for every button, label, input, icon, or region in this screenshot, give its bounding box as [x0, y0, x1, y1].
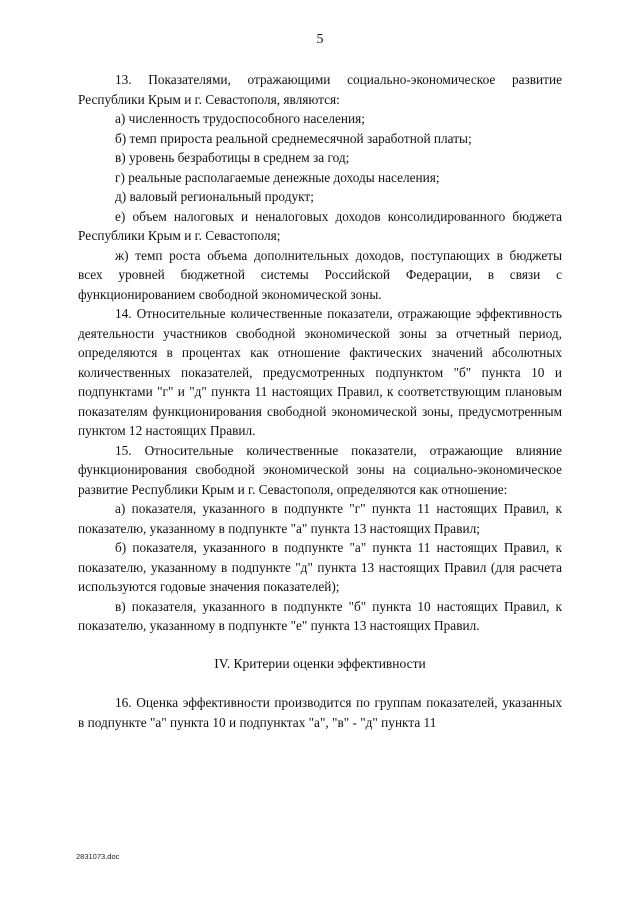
- section-heading: IV. Критерии оценки эффективности: [214, 655, 426, 671]
- item-13-d: д) валовый региональный продукт;: [115, 189, 314, 204]
- page-number: 5: [316, 32, 324, 47]
- item-15-b: б) показателя, указанного в подпункте "а" пункта 11 настоящих Правил, к показателю, указанному в подпункте "д" пункта 13 настоящих Правил (для расчета используются годовые значения показателей);: [78, 540, 562, 594]
- document-footer: 2831073.doc: [76, 852, 120, 861]
- item-13-a: а) численность трудоспособного населения;: [115, 111, 365, 126]
- paragraph-16: 16. Оценка эффективности производится по группам показателей, указанных в подпункте "а" пункта 10 и подпунктах "а", "в" - "д" пункта 11: [78, 695, 562, 730]
- item-13-b: б) темп прироста реальной среднемесячной заработной платы;: [115, 130, 472, 146]
- item-15-a: а) показателя, указанного в подпункте "г" пункта 11 настоящих Правил, к показателю, указанному в подпункте "а" пункта 13 настоящих Правил;: [78, 501, 562, 536]
- item-13-e: е) объем налоговых и неналоговых доходов консолидированного бюджета Республики Крым и г. Севастополя;: [78, 208, 562, 243]
- item-13-g: г) реальные располагаемые денежные доходы населения;: [115, 169, 440, 185]
- paragraph-14: 14. Относительные количественные показатели, отражающие эффективность деятельности участников свободной экономической зоны за отчетный период, определяются в процентах как отношение фактических значений абсолютных количественных показателей, предусмотренных подпунктом "б" пункта 10 и подпунктами "г" и "д" пункта 11 настоящих Правил, к соответствующим плановым показателям функционирования свободной экономической зоны, предусмотренным пунктом 12 настоящих Правил.: [78, 306, 562, 438]
- document-body: [78, 70, 562, 732]
- paragraph-15: 15. Относительные количественные показатели, отражающие влияние функционирования свободной экономической зоны на социально-экономическое развитие Республики Крым и г. Севастополя, определяются как отношение:: [78, 442, 562, 497]
- item-13-zh: ж) темп роста объема дополнительных доходов, поступающих в бюджеты всех уровней бюджетной системы Российской Федерации, в связи с функционированием свободной экономической зоны.: [78, 247, 562, 302]
- item-13-v: в) уровень безработицы в среднем за год;: [115, 150, 350, 165]
- paragraph-13: 13. Показателями, отражающими социально-экономическое развитие Республики Крым и г. Севастополя, являются:: [78, 72, 562, 107]
- item-15-v: в) показателя, указанного в подпункте "б" пункта 10 настоящих Правил, к показателю, указанному в подпункте "е" пункта 13 настоящих Правил.: [78, 598, 562, 633]
